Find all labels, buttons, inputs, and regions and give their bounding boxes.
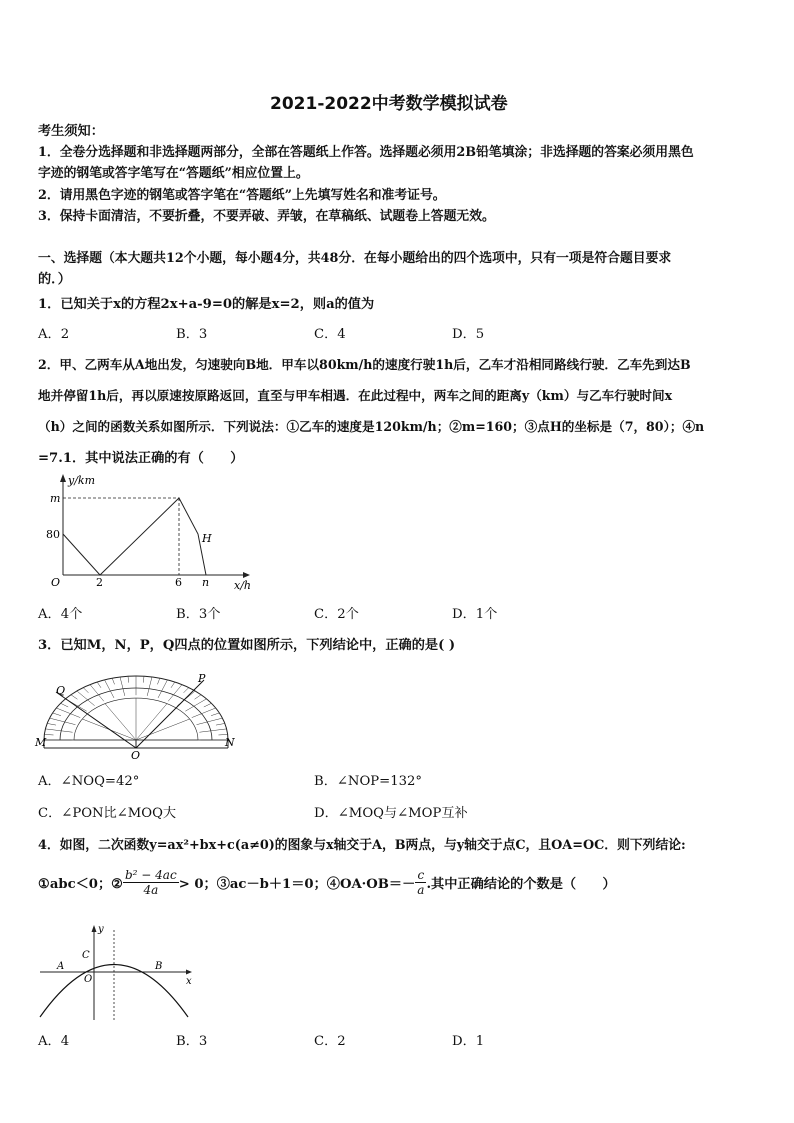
label-p: P — [198, 672, 206, 685]
y-tick-80: 80 — [46, 528, 60, 541]
q4-option-c[interactable]: C．2 — [314, 1034, 346, 1049]
x-axis-arrow — [243, 572, 250, 578]
protractor-tick — [171, 682, 175, 688]
q2-option-c[interactable]: C．2个 — [314, 607, 359, 622]
q4-fraction-1 — [123, 868, 179, 897]
q2-option-a[interactable]: A．4个 — [38, 607, 83, 622]
q3-option-a[interactable]: A．∠NOQ=42° — [38, 774, 140, 789]
q1-option-a[interactable]: A．2 — [38, 327, 70, 342]
x-axis-arrow — [186, 970, 192, 975]
q2-stem-line: 2．甲、乙两车从A地出发，匀速驶向B地．甲车以80km/h的速度行驶1h后，乙车才沿相同路线行驶．乙车先到达B — [38, 357, 691, 372]
protractor-tick — [53, 713, 61, 716]
q2-stem-line: （h）之间的函数关系如图所示．下列说法：①乙车的速度是120km/h；②m=160；③点H的坐标是（7，80）；④n — [38, 419, 705, 434]
q3-option-c[interactable]: C．∠PON比∠MOQ大 — [38, 806, 177, 821]
protractor-tick — [218, 734, 227, 735]
x-axis-label: x/h — [234, 579, 251, 592]
q2-stem-line: =7.1．其中说法正确的有（ ） — [38, 451, 244, 466]
protractor-tick — [105, 680, 114, 698]
label-q: Q — [56, 684, 66, 697]
protractor-tick — [211, 713, 219, 716]
protractor-tick — [185, 699, 206, 711]
section-heading: 的．） — [38, 272, 71, 287]
protractor-tick — [120, 677, 125, 696]
protractor-tick — [97, 682, 101, 688]
protractor-tick — [158, 680, 167, 698]
protractor-tick — [83, 688, 88, 693]
notice-heading: 考生须知： — [38, 124, 104, 139]
protractor-tick — [61, 703, 69, 707]
function-graph — [63, 498, 206, 575]
q4-conclusions — [38, 868, 616, 897]
q4-fraction-2 — [415, 868, 426, 897]
label-y: y — [98, 924, 104, 935]
notice-line: 2．请用黑色字迹的钢笔或答字笔在“答题纸”上先填写姓名和准考证号。 — [38, 188, 446, 203]
q3-option-d[interactable]: D．∠MOQ与∠MOP互补 — [314, 806, 468, 821]
ray-op — [136, 680, 204, 748]
label-m: M — [35, 736, 47, 749]
protractor-tick — [112, 678, 114, 684]
point-h-label: H — [202, 532, 212, 545]
protractor-tick — [204, 703, 212, 707]
q4-fraction-2-numerator: c — [415, 868, 426, 883]
q4-conclusion-text: > 0；③ac－b＋1＝0；④OA·OB＝－ — [178, 877, 416, 892]
q3-protractor-figure — [34, 668, 240, 760]
q2-distance-time-graph — [38, 470, 260, 596]
page-title: 2021-2022中考数学模拟试卷 — [270, 94, 508, 114]
protractor-tick — [45, 729, 72, 732]
protractor-spoke — [136, 719, 190, 740]
y-axis-arrow — [92, 925, 97, 932]
protractor-tick — [50, 718, 76, 725]
label-c: C — [82, 950, 90, 961]
protractor-tick — [168, 685, 182, 702]
ray-oq — [56, 692, 136, 748]
protractor-tick — [197, 718, 223, 725]
q4-fraction-1-denominator: 4a — [143, 883, 159, 897]
notice-line: 3．保持卡面清洁，不要折叠，不要弄破、弄皱，在草稿纸、试题卷上答题无效。 — [38, 209, 495, 224]
y-tick-m: m — [50, 492, 61, 505]
q4-fraction-1-numerator: b² − 4ac — [125, 868, 177, 882]
x-tick-2: 2 — [96, 576, 103, 589]
label-o: O — [84, 974, 93, 985]
label-x: x — [186, 976, 192, 987]
q2-stem-line: 地并停留1h后，再以原速按原路返回，直至与甲车相遇．在此过程中，两车之间的距离y（km）与乙车行驶时间x — [38, 388, 673, 403]
q1-option-d[interactable]: D．5 — [452, 327, 485, 342]
label-n: N — [225, 736, 235, 749]
q1-stem: 1．已知关于x的方程2x+a-9=0的解是x=2，则a的值为 — [38, 297, 375, 312]
notice-line: 1．全卷分选择题和非选择题两部分，全部在答题纸上作答。选择题必须用2B铅笔填涂；非选择题的答案必须用黑色 — [38, 145, 694, 160]
q2-option-b[interactable]: B．3个 — [176, 607, 221, 622]
protractor-tick — [71, 695, 78, 700]
protractor-tick — [128, 676, 129, 682]
q4-parabola-figure — [36, 922, 196, 1022]
label-o: O — [131, 749, 141, 760]
protractor-tick — [44, 734, 53, 735]
q1-option-b[interactable]: B．3 — [176, 327, 208, 342]
x-tick-n: n — [202, 576, 210, 589]
q2-option-d[interactable]: D．1个 — [452, 607, 498, 622]
protractor-tick — [199, 729, 226, 732]
y-axis-label: y/km — [68, 474, 96, 487]
q4-stem: 4．如图，二次函数y=ax²+bx+c(a≠0)的图象与x轴交于A，B两点，与y轴交于点C，且OA=OC．则下列结论: — [38, 838, 686, 853]
protractor-tick — [195, 695, 202, 700]
label-b: B — [155, 961, 163, 972]
protractor-tick — [143, 676, 144, 682]
section-heading: 一、选择题（本大题共12个小题，每小题4分，共48分．在每小题给出的四个选项中，只有一项是符合题目要求 — [38, 251, 672, 266]
protractor-tick — [216, 723, 225, 725]
q4-option-d[interactable]: D．1 — [452, 1034, 485, 1049]
label-a: A — [57, 961, 65, 972]
origin-label: O — [51, 576, 61, 589]
q4-conclusion-text: .其中正确结论的个数是（ ） — [426, 877, 616, 892]
q4-option-a[interactable]: A．4 — [38, 1034, 70, 1049]
q3-option-b[interactable]: B．∠NOP=132° — [314, 774, 422, 789]
q4-option-b[interactable]: B．3 — [176, 1034, 208, 1049]
x-tick-6: 6 — [175, 576, 182, 589]
q1-option-c[interactable]: C．4 — [314, 327, 346, 342]
y-axis-arrow — [60, 474, 66, 482]
protractor-ticks — [44, 676, 228, 740]
protractor-spoke — [105, 704, 136, 740]
q3-stem: 3．已知M，N，P，Q四点的位置如图所示，下列结论中，正确的是( ) — [38, 638, 456, 653]
q4-fraction-2-denominator: a — [417, 883, 425, 897]
protractor-tick — [77, 691, 95, 706]
notice-line: 字迹的钢笔或答字笔写在“答题纸”相应位置上。 — [38, 166, 309, 181]
protractor-tick — [90, 685, 104, 702]
q4-conclusion-text: ①abc＜0；② — [38, 877, 123, 892]
protractor-tick — [157, 678, 159, 684]
protractor-tick — [183, 688, 188, 693]
protractor-tick — [147, 677, 152, 696]
protractor-tick — [47, 723, 56, 725]
